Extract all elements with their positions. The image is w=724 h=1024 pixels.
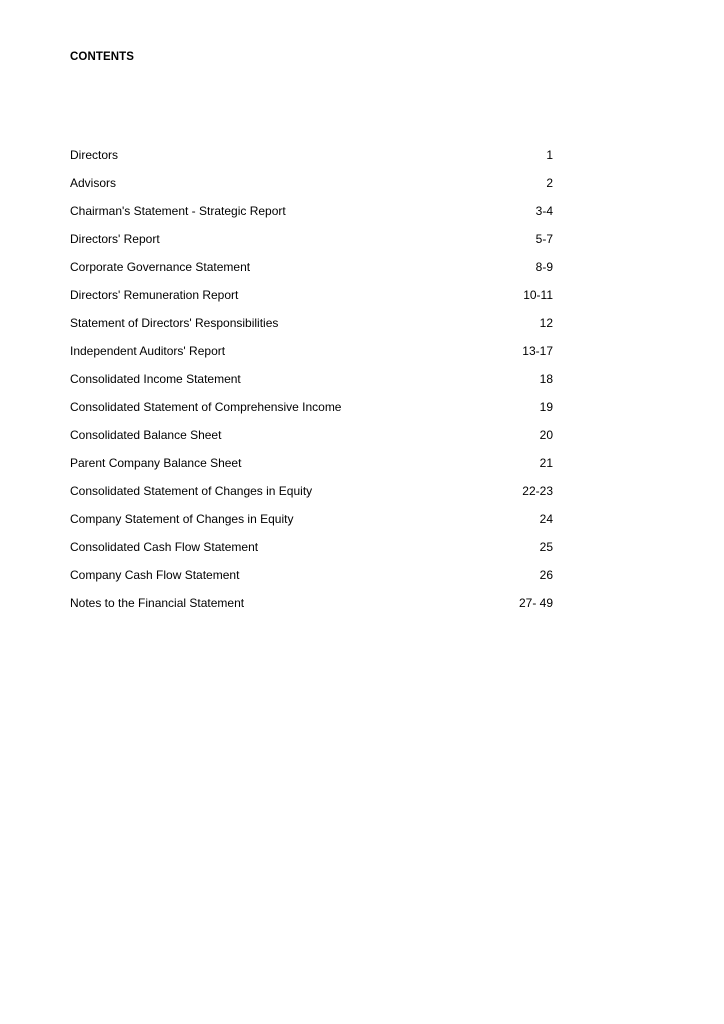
toc-entry xyxy=(70,568,553,596)
toc-entry-label: Company Statement of Changes in Equity xyxy=(70,512,294,526)
toc-entry xyxy=(70,512,553,540)
toc-entry-page: 19 xyxy=(539,400,553,414)
toc-entry-label: Advisors xyxy=(70,176,117,190)
toc-entry-page: 2 xyxy=(546,176,553,190)
toc-entry-label: Chairman's Statement - Strategic Report xyxy=(70,204,286,218)
toc-entry-label: Consolidated Balance Sheet xyxy=(70,428,222,442)
toc-entry-label: Statement of Directors' Responsibilities xyxy=(70,316,279,330)
toc-entry-page: 1 xyxy=(546,148,553,162)
toc-entry-label: Directors' Report xyxy=(70,232,160,246)
toc-entry-label: Consolidated Statement of Comprehensive Income xyxy=(70,400,342,414)
toc-entry xyxy=(70,456,553,484)
toc-entry xyxy=(70,540,553,568)
toc-entry-label: Consolidated Cash Flow Statement xyxy=(70,540,259,554)
toc-entry-page: 8-9 xyxy=(535,260,553,274)
page-title: CONTENTS xyxy=(70,51,135,63)
toc-entry xyxy=(70,260,553,288)
toc-entry-label: Independent Auditors' Report xyxy=(70,344,226,358)
toc-entry-label: Consolidated Income Statement xyxy=(70,372,241,386)
toc-entry xyxy=(70,372,553,400)
toc-entry-page: 20 xyxy=(539,428,553,442)
toc-entry-page: 13-17 xyxy=(522,344,553,358)
toc-entry-page: 24 xyxy=(539,512,553,526)
toc-entry xyxy=(70,316,553,344)
toc-entry-label: Consolidated Statement of Changes in Equity xyxy=(70,484,313,498)
toc-entry xyxy=(70,484,553,512)
toc-entry-page: 5-7 xyxy=(535,232,553,246)
table-of-contents xyxy=(70,148,553,624)
toc-entry xyxy=(70,400,553,428)
toc-entry xyxy=(70,428,553,456)
toc-entry xyxy=(70,176,553,204)
toc-entry-page: 10-11 xyxy=(523,288,553,302)
toc-entry-label: Notes to the Financial Statement xyxy=(70,596,245,610)
toc-entry xyxy=(70,596,553,624)
toc-entry-page: 12 xyxy=(539,316,553,330)
toc-entry-label: Company Cash Flow Statement xyxy=(70,568,240,582)
toc-entry xyxy=(70,288,553,316)
toc-entry-page: 27- 49 xyxy=(518,596,553,610)
toc-entry-label: Corporate Governance Statement xyxy=(70,260,251,274)
toc-entry-label: Directors' Remuneration Report xyxy=(70,288,239,302)
toc-entry xyxy=(70,344,553,372)
toc-entry xyxy=(70,204,553,232)
toc-entry-page: 18 xyxy=(539,372,553,386)
toc-entry xyxy=(70,148,553,176)
toc-entry-page: 26 xyxy=(539,568,553,582)
toc-entry-label: Parent Company Balance Sheet xyxy=(70,456,242,470)
toc-entry-page: 3-4 xyxy=(535,204,553,218)
toc-entry-page: 22-23 xyxy=(522,484,553,498)
toc-entry xyxy=(70,232,553,260)
toc-entry-page: 25 xyxy=(539,540,553,554)
toc-entry-page: 21 xyxy=(539,456,553,470)
toc-entry-label: Directors xyxy=(70,148,119,162)
